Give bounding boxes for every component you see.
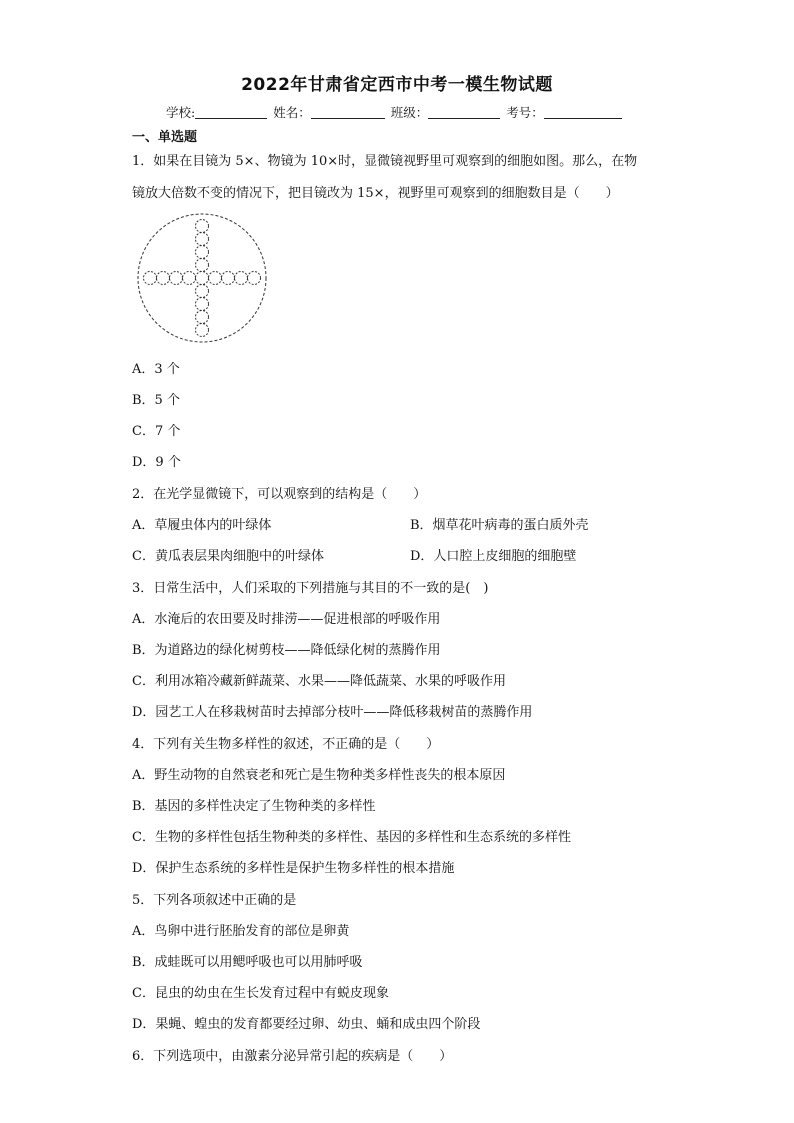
question-2-option-c[interactable]: C．黄瓜表层果肉细胞中的叶绿体 [132, 549, 324, 564]
question-5-option-a[interactable]: A．鸟卵中进行胚胎发育的部位是卵黄 [132, 924, 350, 939]
question-3-option-d[interactable]: D．园艺工人在移栽树苗时去掉部分枝叶——降低移栽树苗的蒸腾作用 [132, 705, 533, 720]
question-3-option-b[interactable]: B．为道路边的绿化树剪枝——降低绿化树的蒸腾作用 [132, 643, 441, 658]
question-2-option-a[interactable]: A．草履虫体内的叶绿体 [132, 518, 272, 533]
question-1-line-1: 1．如果在目镜为 5×、物镜为 10×时，显微镜视野里可观察到的细胞如图。那么，在物 [132, 154, 638, 169]
cell-shape [248, 272, 261, 285]
page-title: 2022年甘肃省定西市中考一模生物试题 [241, 75, 553, 95]
class-blank[interactable] [428, 106, 500, 119]
question-1-line-2: 镜放大倍数不变的情况下，把目镜改为 15×，视野里可观察到的细胞数目是（ ） [132, 186, 619, 201]
question-6-stem: 6．下列选项中，由激素分泌异常引起的疾病是（ ） [132, 1049, 453, 1064]
question-4-stem: 4．下列有关生物多样性的叙述，不正确的是（ ） [132, 737, 440, 752]
student-info-line [166, 103, 624, 121]
cell-shape [196, 246, 209, 259]
question-2-option-d[interactable]: D．人口腔上皮细胞的细胞壁 [410, 549, 577, 564]
cell-shape [196, 233, 209, 246]
school-blank[interactable] [195, 106, 267, 119]
exam-no-blank[interactable] [544, 106, 622, 119]
question-3-option-c[interactable]: C．利用冰箱冷藏新鲜蔬菜、水果——降低蔬菜、水果的呼吸作用 [132, 674, 506, 689]
section-heading: 一、单选题 [132, 130, 198, 145]
school-label: 学校: [166, 105, 196, 120]
class-label: 班级： [390, 105, 429, 120]
question-5-option-d[interactable]: D．果蝇、蝗虫的发育都要经过卵、幼虫、蛹和成虫四个阶段 [132, 1017, 481, 1032]
question-4-option-c[interactable]: C．生物的多样性包括生物种类的多样性、基因的多样性和生态系统的多样性 [132, 830, 571, 845]
question-5-stem: 5．下列各项叙述中正确的是 [132, 893, 297, 908]
question-1-option-a[interactable]: A．3 个 [132, 362, 180, 377]
name-label: 姓名： [273, 105, 311, 120]
question-5-option-c[interactable]: C．昆虫的幼虫在生长发育过程中有蜕皮现象 [132, 986, 389, 1001]
question-2-option-b[interactable]: B．烟草花叶病毒的蛋白质外壳 [410, 518, 589, 533]
cell-shape [144, 272, 157, 285]
question-3-option-a[interactable]: A．水淹后的农田要及时排涝——促进根部的呼吸作用 [132, 612, 441, 627]
cell-shape [196, 285, 209, 298]
cell-shape [209, 272, 222, 285]
cell-shape [235, 272, 248, 285]
cell-shape [196, 298, 209, 311]
cell-shape [196, 220, 209, 233]
cell-shape [196, 324, 209, 337]
question-3-stem: 3．日常生活中，人们采取的下列措施与其目的不一致的是( ) [132, 581, 489, 596]
question-2-stem: 2．在光学显微镜下，可以观察到的结构是（ ） [132, 487, 427, 502]
cell-shape [196, 272, 209, 285]
question-4-option-a[interactable]: A．野生动物的自然衰老和死亡是生物种类多样性丧失的根本原因 [132, 768, 506, 783]
question-4-option-d[interactable]: D．保护生态系统的多样性是保护生物多样性的根本措施 [132, 861, 455, 876]
cell-shape [196, 259, 209, 272]
cell-shape [196, 311, 209, 324]
cell-shape [222, 272, 235, 285]
question-5-option-b[interactable]: B．成蛙既可以用鳃呼吸也可以用肺呼吸 [132, 955, 363, 970]
question-1-option-c[interactable]: C．7 个 [132, 424, 181, 439]
name-blank[interactable] [311, 106, 385, 119]
microscope-field-figure [134, 212, 270, 348]
question-1-option-d[interactable]: D．9 个 [132, 455, 181, 470]
cell-shape [157, 272, 170, 285]
cell-shape [183, 272, 196, 285]
exam-no-label: 考号： [506, 105, 544, 120]
cell-shape [170, 272, 183, 285]
question-1-option-b[interactable]: B．5 个 [132, 393, 180, 408]
question-4-option-b[interactable]: B．基因的多样性决定了生物种类的多样性 [132, 799, 376, 814]
